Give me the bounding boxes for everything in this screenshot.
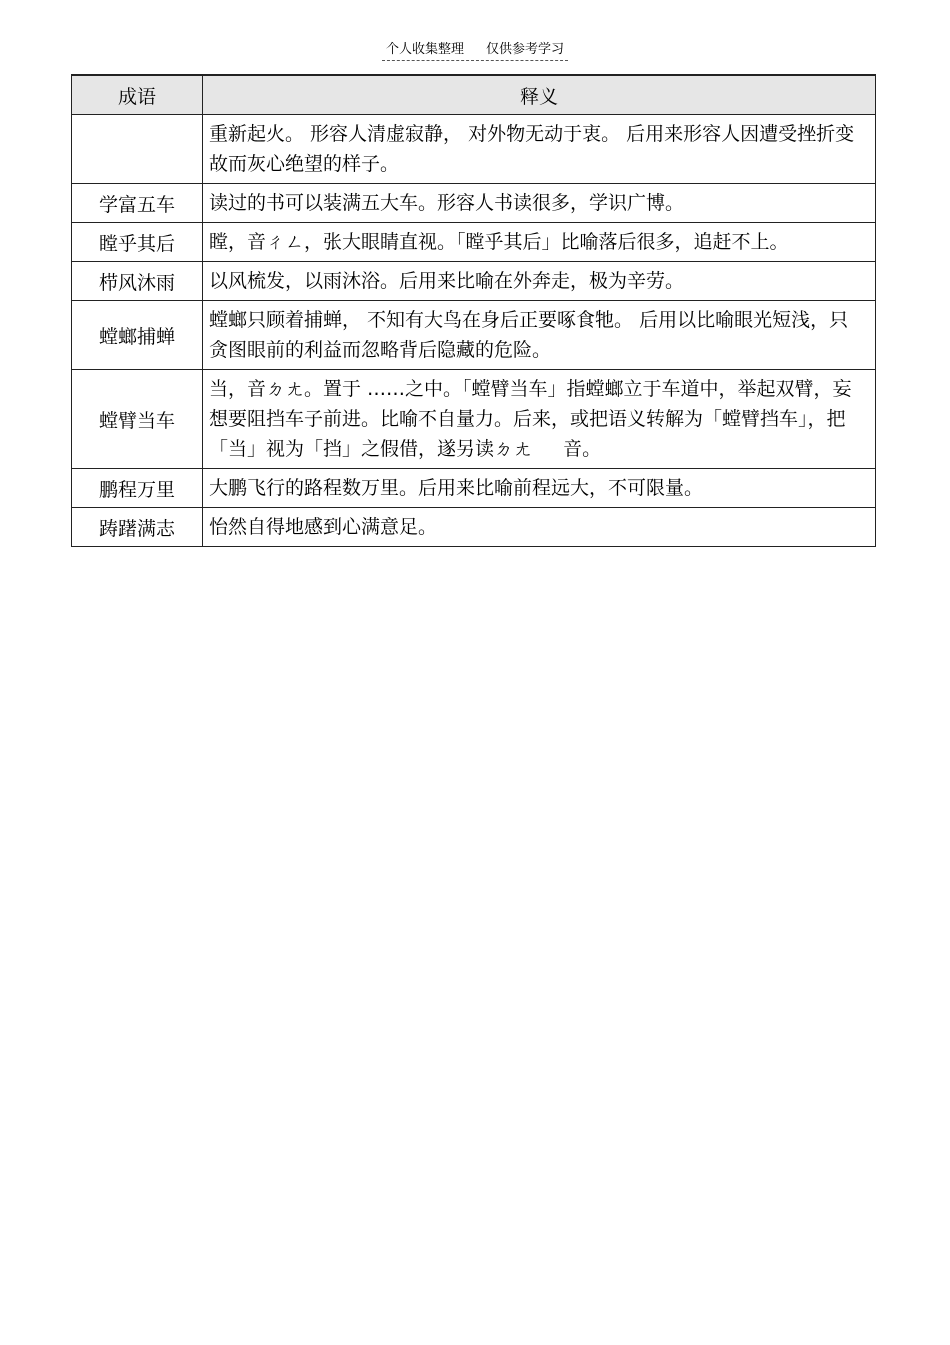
table-row [72, 115, 876, 184]
definition-cell: 瞠，音ㄔㄥ，张大眼睛直视。「瞠乎其后」比喻落后很多，追赶不上。 [203, 223, 876, 262]
idiom-cell: 瞠乎其后 [72, 223, 203, 262]
definition-cell: 重新起火。 形容人清虚寂静， 对外物无动于衷。 后用来形容人因遭受挫折变故而灰心绝望的样子。 [203, 115, 876, 184]
table-row [72, 301, 876, 370]
column-header-idiom: 成语 [72, 75, 203, 115]
table-row [72, 184, 876, 223]
definition-cell: 大鹏飞行的路程数万里。后用来比喻前程远大，不可限量。 [203, 469, 876, 508]
idiom-cell: 踌躇满志 [72, 508, 203, 547]
table-row [72, 469, 876, 508]
column-header-definition: 释义 [203, 75, 876, 115]
definition-cell: 怡然自得地感到心满意足。 [203, 508, 876, 547]
definition-cell: 以风梳发，以雨沐浴。后用来比喻在外奔走，极为辛劳。 [203, 262, 876, 301]
idiom-cell [72, 115, 203, 184]
idiom-cell: 栉风沐雨 [72, 262, 203, 301]
table-row [72, 262, 876, 301]
header-text [382, 38, 568, 61]
definition-cell: 螳螂只顾着捕蝉， 不知有大鸟在身后正要啄食牠。 后用以比喻眼光短浅，只贪图眼前的利益而忽略背后隐藏的危险。 [203, 301, 876, 370]
idiom-cell: 螳臂当车 [72, 370, 203, 469]
table-row [72, 508, 876, 547]
header-right-text: 仅供参考学习 [486, 42, 565, 57]
idiom-cell: 螳螂捕蝉 [72, 301, 203, 370]
header-left-text: 个人收集整理 [385, 42, 464, 57]
idiom-cell: 鹏程万里 [72, 469, 203, 508]
definition-cell: 当，音ㄉㄤ。置于 ……之中。「螳臂当车」指螳螂立于车道中，举起双臂，妄想要阻挡车子前进。比喻不自量力。后来，或把语义转解为「螳臂挡车」，把「当」视为「挡」之假借，遂另读ㄉㄤ 音。 [203, 370, 876, 469]
table-header-row [72, 75, 876, 115]
page-header [0, 38, 950, 61]
idiom-cell: 学富五车 [72, 184, 203, 223]
definition-cell: 读过的书可以装满五大车。形容人书读很多，学识广博。 [203, 184, 876, 223]
table-row [72, 223, 876, 262]
idiom-table [71, 74, 876, 547]
table-row [72, 370, 876, 469]
